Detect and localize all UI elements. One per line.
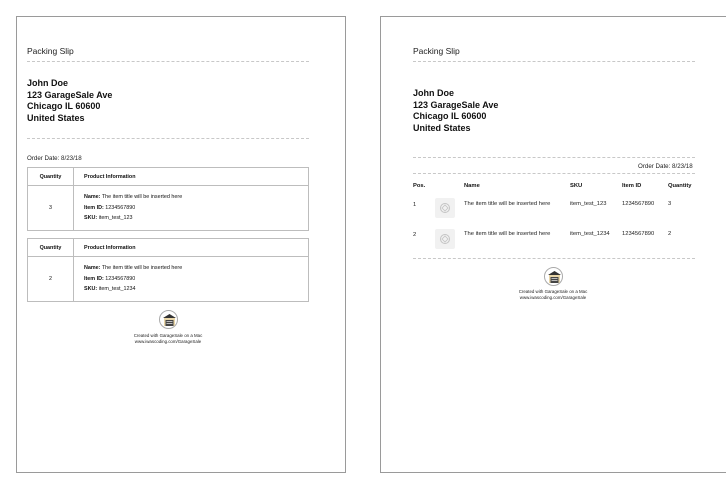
- row-item-id: 1234567890: [622, 231, 655, 237]
- packing-slip-title: Packing Slip: [27, 46, 74, 56]
- item-image-placeholder: [435, 198, 455, 218]
- order-date: Order Date: 8/23/18: [638, 163, 693, 170]
- footer-line-1: Created with GarageSale on a Mac: [518, 289, 588, 294]
- divider: [413, 157, 695, 158]
- row-pos: 1: [413, 202, 417, 208]
- row-name: The item title will be inserted here: [464, 201, 551, 207]
- name-header: Name: [464, 183, 480, 189]
- item-id-label: Item ID:: [84, 204, 104, 211]
- packing-slip-page-1: [16, 16, 346, 473]
- item-sku: item_test_123: [98, 215, 133, 221]
- footer-credit: [493, 289, 613, 301]
- product-info: [74, 186, 309, 231]
- garagesale-logo: [544, 267, 563, 286]
- row-quantity: 3: [668, 201, 672, 207]
- quantity-header: Quantity: [668, 183, 692, 189]
- quantity-header: Quantity: [28, 168, 74, 186]
- divider: [27, 61, 309, 62]
- item-id-label: Item ID:: [84, 275, 104, 282]
- item-table: [27, 238, 309, 302]
- row-item-id: 1234567890: [622, 201, 655, 207]
- address-street: 123 GarageSale Ave: [27, 89, 113, 100]
- item-id: 1234567890: [105, 275, 136, 282]
- divider: [413, 61, 695, 62]
- address-name: John Doe: [413, 88, 455, 98]
- row-pos: 2: [413, 232, 417, 238]
- sku-label: SKU:: [84, 215, 98, 221]
- order-date: Order Date: 8/23/18: [27, 155, 82, 162]
- item-quantity: 2: [28, 257, 74, 302]
- product-info: [74, 257, 309, 302]
- quantity-header: Quantity: [28, 239, 74, 257]
- item-name: The item title will be inserted here: [101, 265, 183, 271]
- row-sku: item_test_1234: [570, 231, 610, 237]
- item-sku: item_test_1234: [98, 286, 136, 292]
- footer-line-1: Created with GarageSale on a Mac: [133, 333, 203, 338]
- item-name: The item title will be inserted here: [101, 194, 183, 200]
- garagesale-logo: [159, 310, 178, 329]
- row-sku: item_test_123: [570, 201, 607, 207]
- item-quantity: 3: [28, 186, 74, 231]
- row-quantity: 2: [668, 231, 672, 237]
- packing-slip-page-2: [380, 16, 726, 473]
- address-country: United States: [27, 112, 85, 123]
- address-city: Chicago IL 60600: [27, 101, 101, 111]
- footer-website-link[interactable]: www.iwascoding.com/GarageSale: [134, 339, 202, 344]
- sku-header: SKU: [570, 183, 583, 189]
- item-image-placeholder: [435, 229, 455, 249]
- item-id-header: Item ID: [622, 183, 642, 189]
- name-label: Name:: [84, 194, 101, 200]
- product-info-header: Product Information: [74, 168, 309, 186]
- shipping-address: [27, 78, 112, 124]
- divider: [413, 258, 695, 259]
- sku-label: SKU:: [84, 286, 98, 292]
- row-name: The item title will be inserted here: [464, 231, 551, 237]
- footer-credit: [108, 333, 228, 345]
- divider: [27, 138, 309, 139]
- address-city: Chicago IL 60600: [413, 111, 487, 121]
- divider: [413, 173, 695, 174]
- address-country: United States: [413, 122, 471, 133]
- packing-slip-title: Packing Slip: [413, 46, 460, 56]
- address-name: John Doe: [27, 78, 69, 88]
- pos-header: Pos.: [413, 183, 426, 189]
- item-table: [27, 167, 309, 231]
- item-id: 1234567890: [105, 204, 136, 211]
- name-label: Name:: [84, 265, 101, 271]
- footer-website-link[interactable]: www.iwascoding.com/GarageSale: [519, 295, 587, 300]
- address-street: 123 GarageSale Ave: [413, 99, 499, 110]
- shipping-address: [413, 88, 498, 134]
- product-info-header: Product Information: [74, 239, 309, 257]
